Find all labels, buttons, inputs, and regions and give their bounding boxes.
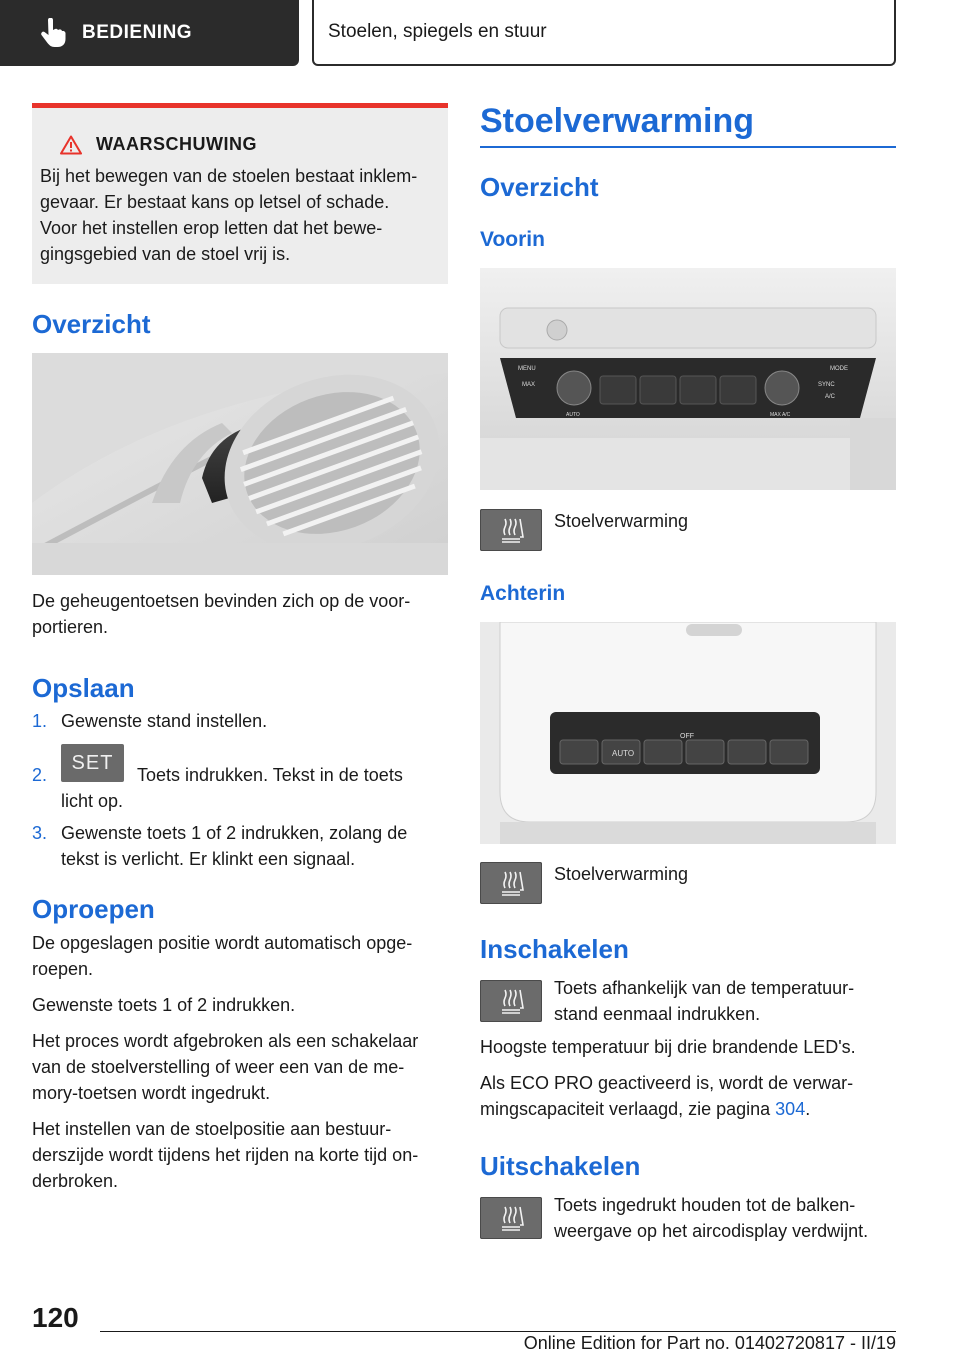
seat-heating-icon bbox=[480, 862, 542, 904]
mode-label: MODE bbox=[830, 366, 848, 372]
page-link-304[interactable]: 304 bbox=[775, 1099, 806, 1119]
sync-label: SYNC bbox=[818, 382, 835, 388]
menu-label: MENU bbox=[518, 366, 536, 372]
oproepen-text: De opgeslagen positie wordt automatisch opge- roepen. Gewenste toets 1 of 2 indrukken. Het proces wordt afgebroken als een schakelaar van de stoelverstelling of weer een van de me- mory-toetsen wordt ingedrukt. Het instellen van de stoelpositie aan bestuur- derszijde wordt tijdens het rijden na korte tijd on- derbroken. bbox=[32, 933, 419, 1191]
set-button-icon: SET bbox=[61, 744, 124, 782]
hand-pointer-icon bbox=[40, 18, 66, 48]
section-title: BEDIENING bbox=[82, 22, 193, 43]
seat-heating-icon bbox=[480, 1197, 542, 1239]
inschakelen-heading: Inschakelen bbox=[480, 934, 629, 964]
rear-climate-panel-photo bbox=[480, 622, 896, 844]
stoelverwarming-heading: Stoelverwarming bbox=[480, 102, 754, 140]
page-number: 120 bbox=[32, 1302, 79, 1333]
footer-rule bbox=[100, 1331, 896, 1332]
seat-heating-icon bbox=[480, 509, 542, 551]
warning-title: WAARSCHUWING bbox=[96, 134, 257, 154]
warning-triangle-icon bbox=[60, 135, 82, 155]
auto-label: AUTO bbox=[566, 412, 580, 418]
uitschakelen-text: Toets ingedrukt houden tot de balken- weergave op het aircodisplay verdwijnt. bbox=[554, 1195, 869, 1241]
rear-icon-caption: Stoelverwarming bbox=[554, 864, 689, 884]
max-label: MAX bbox=[522, 382, 536, 388]
seat-heating-icon bbox=[480, 980, 542, 1022]
step-2: 2. Toets indrukken. Tekst in de toets licht op. bbox=[32, 765, 403, 811]
step-3: 3. Gewenste toets 1 of 2 indrukken, zolang de tekst is verlicht. Er klinkt een signaal. bbox=[32, 823, 408, 869]
front-icon-caption: Stoelverwarming bbox=[554, 511, 689, 531]
overzicht-heading-right: Overzicht bbox=[480, 172, 599, 202]
warning-box bbox=[32, 103, 448, 284]
overzicht-heading-left: Overzicht bbox=[32, 309, 151, 339]
voorin-heading: Voorin bbox=[480, 228, 545, 251]
inschakelen-text: Hoogste temperatuur bij drie brandende LED's. Als ECO PRO geactiveerd is, wordt de verwar- mingscapaciteit verlaagd, zie pagina 304. bbox=[480, 1037, 856, 1119]
step-1: 1. Gewenste stand instellen. bbox=[32, 711, 268, 731]
footer-edition: Online Edition for Part no. 01402720817 - II/19 bbox=[523, 1333, 896, 1353]
rear-off-label: OFF bbox=[680, 733, 694, 740]
inschakelen-icon-text: Toets afhankelijk van de temperatuur- stand eenmaal indrukken. bbox=[554, 978, 855, 1024]
door-memory-photo bbox=[32, 353, 448, 575]
rear-auto-label: AUTO bbox=[612, 749, 635, 758]
chapter-title: Stoelen, spiegels en stuur bbox=[328, 21, 547, 42]
door-caption: De geheugentoetsen bevinden zich op de voor- portieren. bbox=[32, 591, 411, 637]
opslaan-heading: Opslaan bbox=[32, 673, 135, 703]
heading-rule bbox=[480, 146, 896, 148]
front-climate-panel-photo bbox=[480, 268, 896, 490]
warning-text: Bij het bewegen van de stoelen bestaat inklem- gevaar. Er bestaat kans op letsel of schade. Voor het instellen erop letten dat het bewe- gingsgebied van de stoel vrij is. bbox=[40, 166, 418, 264]
achterin-heading: Achterin bbox=[480, 582, 566, 605]
chapter-tab bbox=[312, 0, 896, 66]
section-tab bbox=[0, 0, 299, 66]
page-header bbox=[0, 0, 960, 68]
oproepen-heading: Oproepen bbox=[32, 894, 155, 924]
ac-label: A/C bbox=[825, 394, 836, 400]
uitschakelen-heading: Uitschakelen bbox=[480, 1151, 641, 1181]
max-ac-label: MAX A/C bbox=[770, 412, 791, 418]
